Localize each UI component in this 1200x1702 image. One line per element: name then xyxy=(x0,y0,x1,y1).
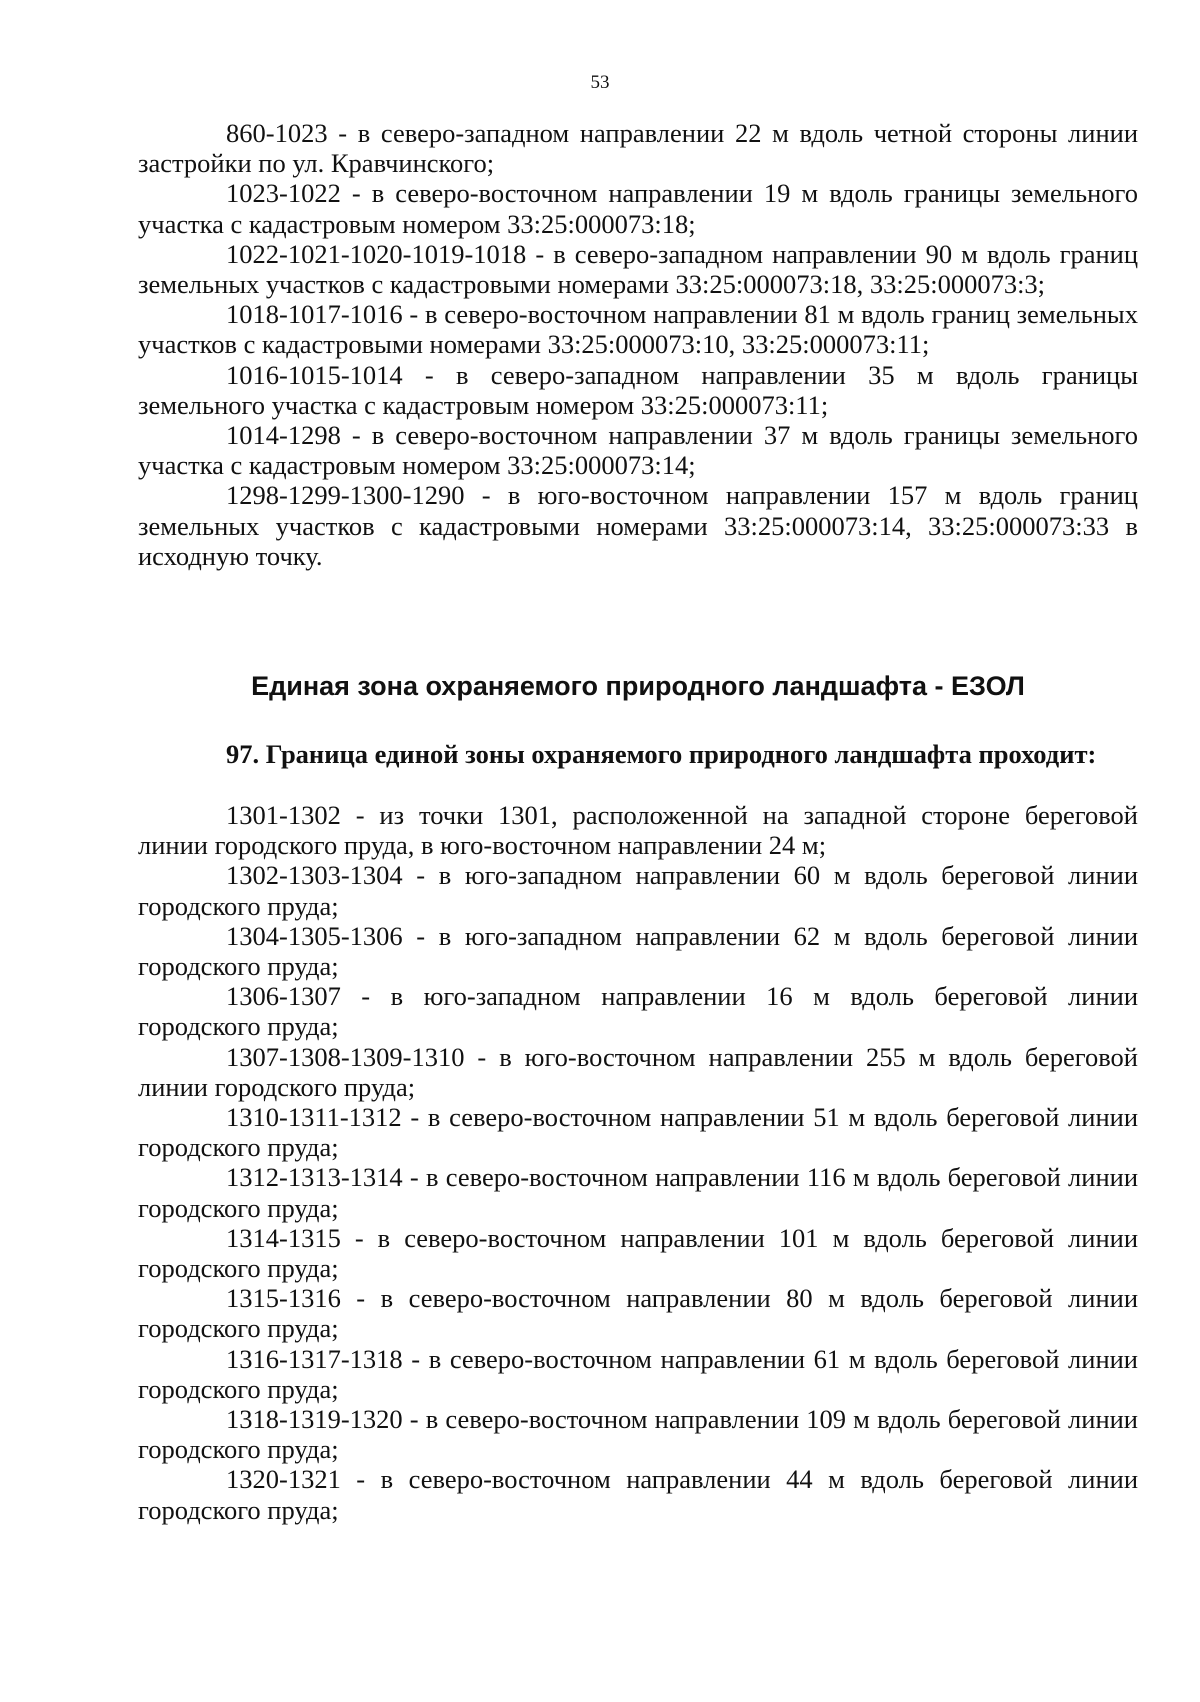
boundary-segment: 1298-1299-1300-1290 - в юго-восточном направлении 157 м вдоль границ земельных участков с кадастровыми номерами 33:25:000073:14, 33:25:000073:33 в исходную точку. xyxy=(138,480,1138,571)
boundary-segment: 1301-1302 - из точки 1301, расположенной на западной стороне береговой линии городского пруда, в юго-восточном направлении 24 м; xyxy=(138,800,1138,861)
boundary-segment: 1316-1317-1318 - в северо-восточном направлении 61 м вдоль береговой линии городского пруда; xyxy=(138,1343,1138,1404)
page-number: 53 xyxy=(590,72,610,93)
boundary-segment: 1022-1021-1020-1019-1018 - в северо-западном направлении 90 м вдоль границ земельных участков с кадастровыми номерами 33:25:000073:18, 33:25:000073:3; xyxy=(138,238,1138,300)
boundary-segment: 1302-1303-1304 - в юго-западном направлении 60 м вдоль береговой линии городского пруда; xyxy=(138,860,1138,921)
boundary-segment: 1320-1321 - в северо-восточном направлении 44 м вдоль береговой линии городского пруда; xyxy=(138,1464,1138,1525)
boundary-segment: 1304-1305-1306 - в юго-западном направлении 62 м вдоль береговой линии городского пруда; xyxy=(138,920,1138,982)
boundary-segment: 1016-1015-1014 - в северо-западном направлении 35 м вдоль границы земельного участка с кадастровым номером 33:25:000073:11; xyxy=(138,359,1138,420)
boundary-segment: 860-1023 - в северо-западном направлении 22 м вдоль четной стороны линии застройки по ул. Кравчинского; xyxy=(138,118,1138,179)
boundary-segment: 1315-1316 - в северо-восточном направлении 80 м вдоль береговой линии городского пруда; xyxy=(138,1283,1138,1344)
boundary-description-bottom xyxy=(138,800,1138,1525)
boundary-segment: 1312-1313-1314 - в северо-восточном направлении 116 м вдоль береговой линии городского пруда; xyxy=(138,1162,1138,1223)
section-heading: Единая зона охраняемого природного ландшафта - ЕЗОЛ xyxy=(251,671,1025,701)
clause-heading: 97. Граница единой зоны охраняемого природного ландшафта проходит: xyxy=(226,739,1097,769)
boundary-segment: 1306-1307 - в юго-западном направлении 16 м вдоль береговой линии городского пруда; xyxy=(138,981,1138,1042)
boundary-segment: 1314-1315 - в северо-восточном направлении 101 м вдоль береговой линии городского пруда; xyxy=(138,1222,1138,1284)
boundary-segment: 1310-1311-1312 - в северо-восточном направлении 51 м вдоль береговой линии городского пруда; xyxy=(138,1102,1138,1163)
boundary-segment: 1307-1308-1309-1310 - в юго-восточном направлении 255 м вдоль береговой линии городского пруда; xyxy=(138,1041,1138,1102)
boundary-segment: 1014-1298 - в северо-восточном направлении 37 м вдоль границы земельного участка с кадастровым номером 33:25:000073:14; xyxy=(138,420,1138,481)
boundary-description-top xyxy=(138,118,1138,571)
boundary-segment: 1023-1022 - в северо-восточном направлении 19 м вдоль границы земельного участка с кадастровым номером 33:25:000073:18; xyxy=(138,178,1138,239)
boundary-segment: 1318-1319-1320 - в северо-восточном направлении 109 м вдоль береговой линии городского пруда; xyxy=(138,1404,1138,1465)
boundary-segment: 1018-1017-1016 - в северо-восточном направлении 81 м вдоль границ земельных участков с кадастровыми номерами 33:25:000073:10, 33:25:000073:11; xyxy=(138,299,1138,360)
